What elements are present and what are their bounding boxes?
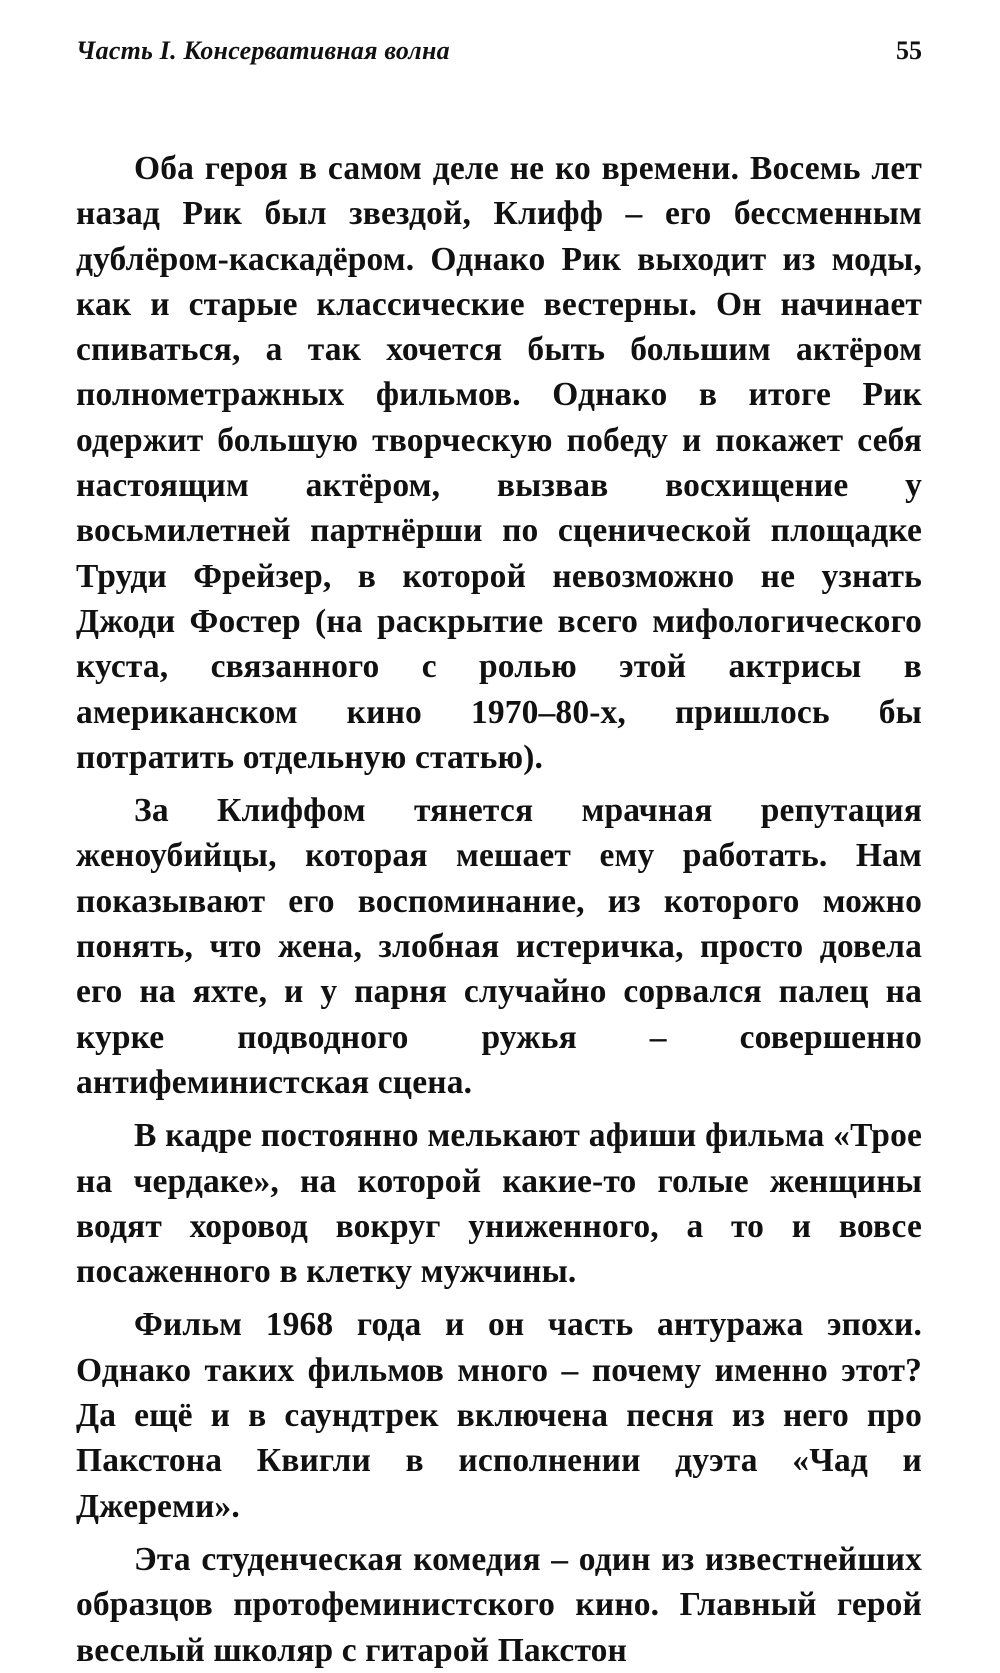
body-text — [76, 146, 922, 1673]
page-number: 55 — [896, 36, 922, 65]
paragraph: За Клиффом тянется мрачная репутация женоубийцы, которая мешает ему работать. Нам показывают его воспоминание, из которого можно понять, что жена, злобная истеричка, просто довела его на яхте, и у парня случайно сорвался палец на курке подводного ружья – совершенно антифеминистская сцена. — [76, 792, 922, 1101]
paragraph: Эта студенческая комедия – один из известнейших образцов протофеминистского кино. Главный герой веселый школяр с гитарой Пакстон — [76, 1540, 922, 1669]
paragraph: В кадре постоянно мелькают афиши фильма «Трое на чердаке», на которой какие-то голые женщины водят хоровод вокруг униженного, а то и вовсе посаженного в клетку мужчины. — [76, 1117, 922, 1291]
paragraph: Оба героя в самом деле не ко времени. Восемь лет назад Рик был звездой, Клифф – его бессменным дублёром-каскадёром. Однако Рик выходит из моды, как и старые классические вестерны. Он начинает спиваться, а так хочется быть большим актёром полнометражных фильмов. Однако в итоге Рик одержит большую творческую победу и покажет себя настоящим актёром, вызвав восхищение у восьмилетней партнёрши по сценической площадке Труди Фрейзер, в которой невозможно не узнать Джоди Фостер (на раскрытие всего мифологического куста, связанного с ролью этой актрисы в американском кино 1970–80-х, пришлось бы потратить отдельную статью). — [76, 150, 922, 776]
paragraph: Фильм 1968 года и он часть антуража эпохи. Однако таких фильмов много – почему именно этот? Да ещё и в саундтрек включена песня из него про Пакстона Квигли в исполнении дуэта «Чад и Джереми». — [76, 1306, 922, 1525]
page-header — [76, 36, 922, 76]
running-head: Часть I. Консервативная волна — [76, 36, 450, 65]
